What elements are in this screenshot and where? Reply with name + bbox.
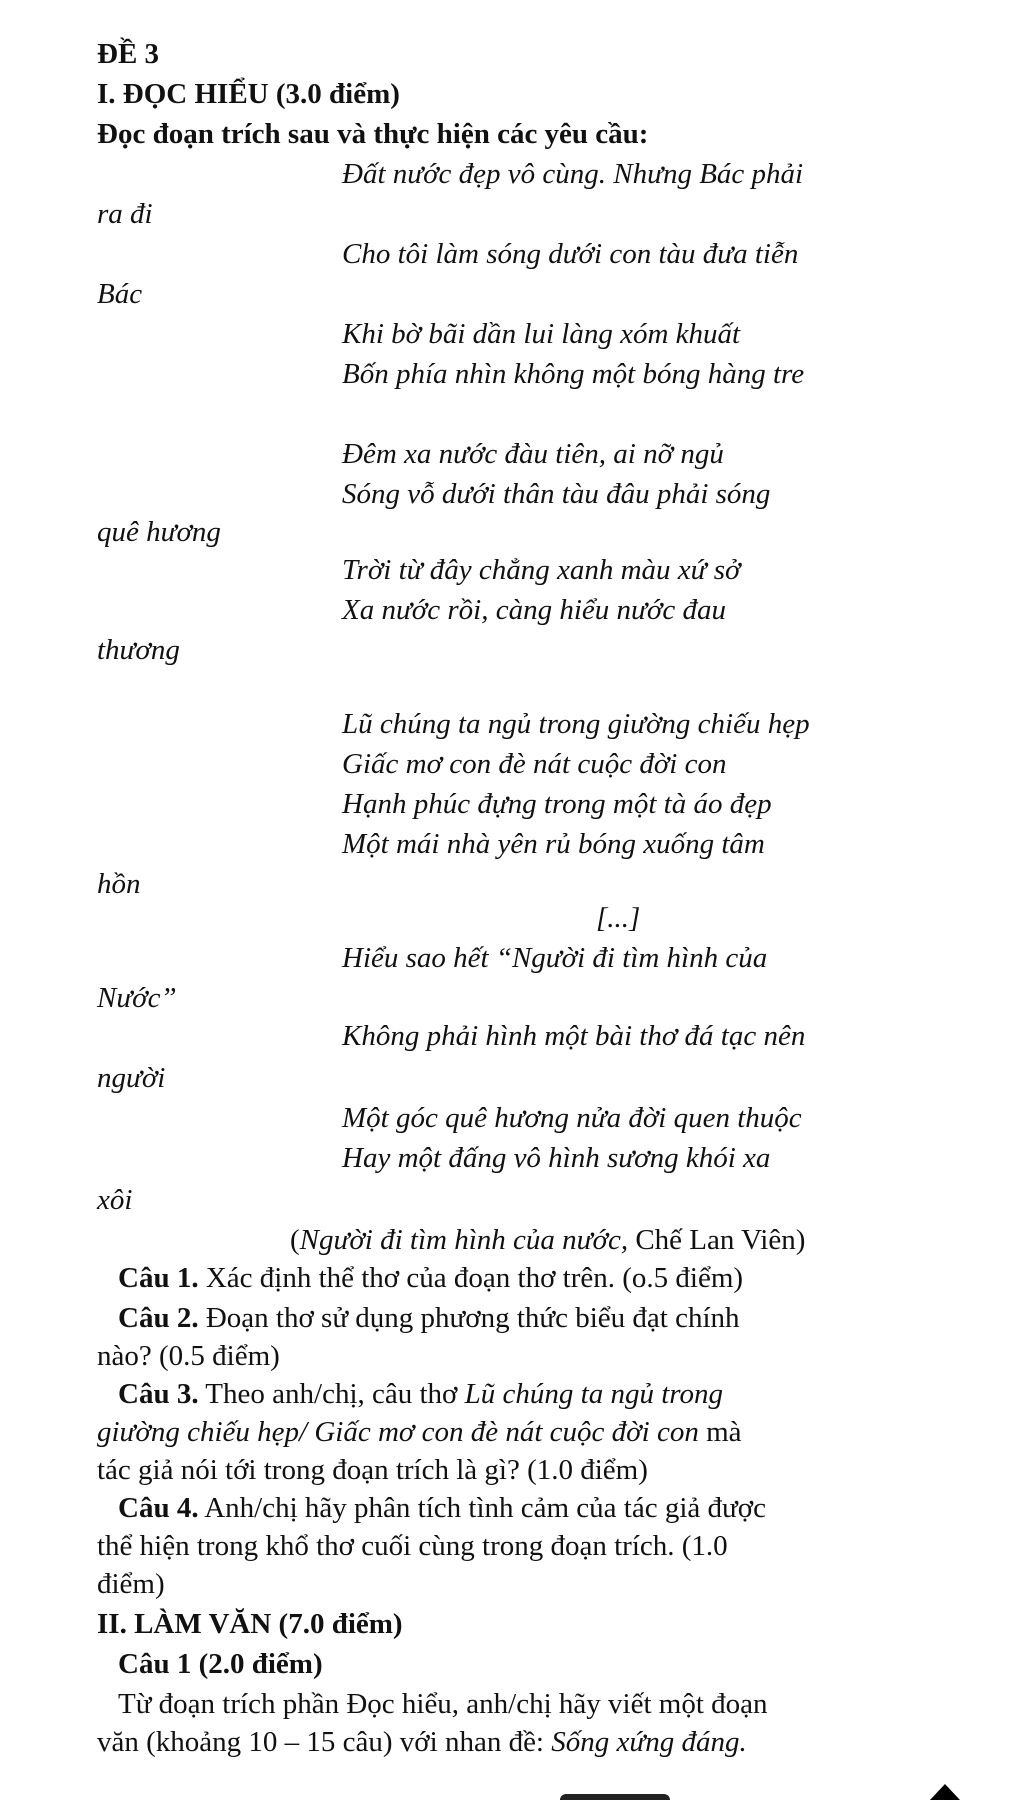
question-3-cont: [97, 1414, 742, 1450]
poem-line: Xa nước rồi, càng hiểu nước đau: [342, 594, 726, 626]
poem-line-wrap: quê hương: [97, 516, 221, 548]
exam-title: ĐỀ 3: [97, 38, 160, 70]
page-edge-mark: [560, 1794, 670, 1800]
question-text: Đoạn thơ sử dụng phương thức biểu đạt chính: [198, 1302, 740, 1334]
part2-title: II. LÀM VĂN (7.0 điểm): [97, 1608, 403, 1640]
poem-line: Bốn phía nhìn không một bóng hàng tre: [342, 358, 805, 390]
question-text: Xác định thể thơ của đoạn thơ trên. (o.5 điểm): [198, 1262, 744, 1294]
poem-line: Sóng vỗ dưới thân tàu đâu phải sóng: [342, 478, 771, 510]
part2-question-1-text: Từ đoạn trích phần Đọc hiểu, anh/chị hãy viết một đoạn: [118, 1688, 768, 1720]
question-quote: Lũ chúng ta ngủ trong: [464, 1378, 723, 1410]
question-text: văn (khoảng 10 – 15 câu) với nhan đề:: [97, 1726, 552, 1758]
source-author: Chế Lan Viên): [628, 1224, 806, 1256]
poem-line: Lũ chúng ta ngủ trong giường chiếu hẹp: [342, 708, 810, 740]
reading-instruction: Đọc đoạn trích sau và thực hiện các yêu cầu:: [97, 118, 649, 150]
poem-line: Đất nước đẹp vô cùng. Nhưng Bác phải: [342, 158, 804, 190]
poem-line-wrap: Bác: [97, 278, 143, 310]
question-text: mà: [698, 1416, 742, 1448]
question-3-cont: tác giả nói tới trong đoạn trích là gì? (1.0 điểm): [97, 1454, 648, 1486]
question-4: [118, 1490, 766, 1526]
page-edge-mark: [930, 1784, 960, 1800]
question-text: Theo anh/chị, câu thơ: [198, 1378, 465, 1410]
poem-line: Khi bờ bãi dần lui làng xóm khuất: [342, 318, 741, 350]
essay-title: Sống xứng đáng.: [551, 1726, 747, 1758]
part1-title: I. ĐỌC HIỂU (3.0 điểm): [97, 78, 400, 110]
question-label: Câu 3.: [118, 1378, 199, 1410]
poem-line: Giấc mơ con đè nát cuộc đời con: [342, 748, 727, 780]
question-label: Câu 1.: [118, 1262, 199, 1294]
question-label: Câu 4.: [118, 1492, 199, 1524]
question-2: [118, 1300, 740, 1336]
poem-ellipsis: [...]: [596, 902, 641, 934]
part2-question-1-label: Câu 1 (2.0 điểm): [118, 1648, 323, 1680]
poem-line: Trời từ đây chẳng xanh màu xứ sở: [342, 554, 741, 586]
poem-line: Hay một đấng vô hình sương khói xa: [342, 1142, 771, 1174]
poem-line: Không phải hình một bài thơ đá tạc nên: [342, 1020, 806, 1052]
question-text: Anh/chị hãy phân tích tình cảm của tác giả được: [198, 1492, 766, 1524]
question-1: [118, 1260, 743, 1296]
question-4-cont: thể hiện trong khổ thơ cuối cùng trong đoạn trích. (1.0: [97, 1530, 728, 1562]
poem-line: Một góc quê hương nửa đời quen thuộc: [342, 1102, 802, 1134]
poem-line-wrap: thương: [97, 634, 180, 666]
source-open: (: [290, 1224, 300, 1256]
poem-line: Đêm xa nước đàu tiên, ai nỡ ngủ: [342, 438, 724, 470]
poem-line-wrap: người: [97, 1062, 166, 1094]
poem-source: [290, 1222, 805, 1258]
poem-line: Cho tôi làm sóng dưới con tàu đưa tiễn: [342, 238, 799, 270]
question-quote: giường chiếu hẹp/ Giấc mơ con đè nát cuộc đời con: [97, 1416, 699, 1448]
question-3: [118, 1376, 723, 1412]
part2-question-1-cont: [97, 1724, 747, 1760]
poem-line-wrap: Nước”: [97, 982, 177, 1014]
poem-line-wrap: xôi: [97, 1184, 133, 1216]
poem-line-wrap: ra đi: [97, 198, 153, 230]
question-label: Câu 2.: [118, 1302, 199, 1334]
question-2-cont: nào? (0.5 điểm): [97, 1340, 280, 1372]
poem-line: Một mái nhà yên rủ bóng xuống tâm: [342, 828, 765, 860]
poem-line: Hiểu sao hết “Người đi tìm hình của: [342, 942, 768, 974]
source-title: Người đi tìm hình của nước,: [299, 1224, 629, 1256]
poem-line-wrap: hồn: [97, 868, 141, 900]
poem-line: Hạnh phúc đựng trong một tà áo đẹp: [342, 788, 772, 820]
question-4-cont: điểm): [97, 1568, 165, 1600]
